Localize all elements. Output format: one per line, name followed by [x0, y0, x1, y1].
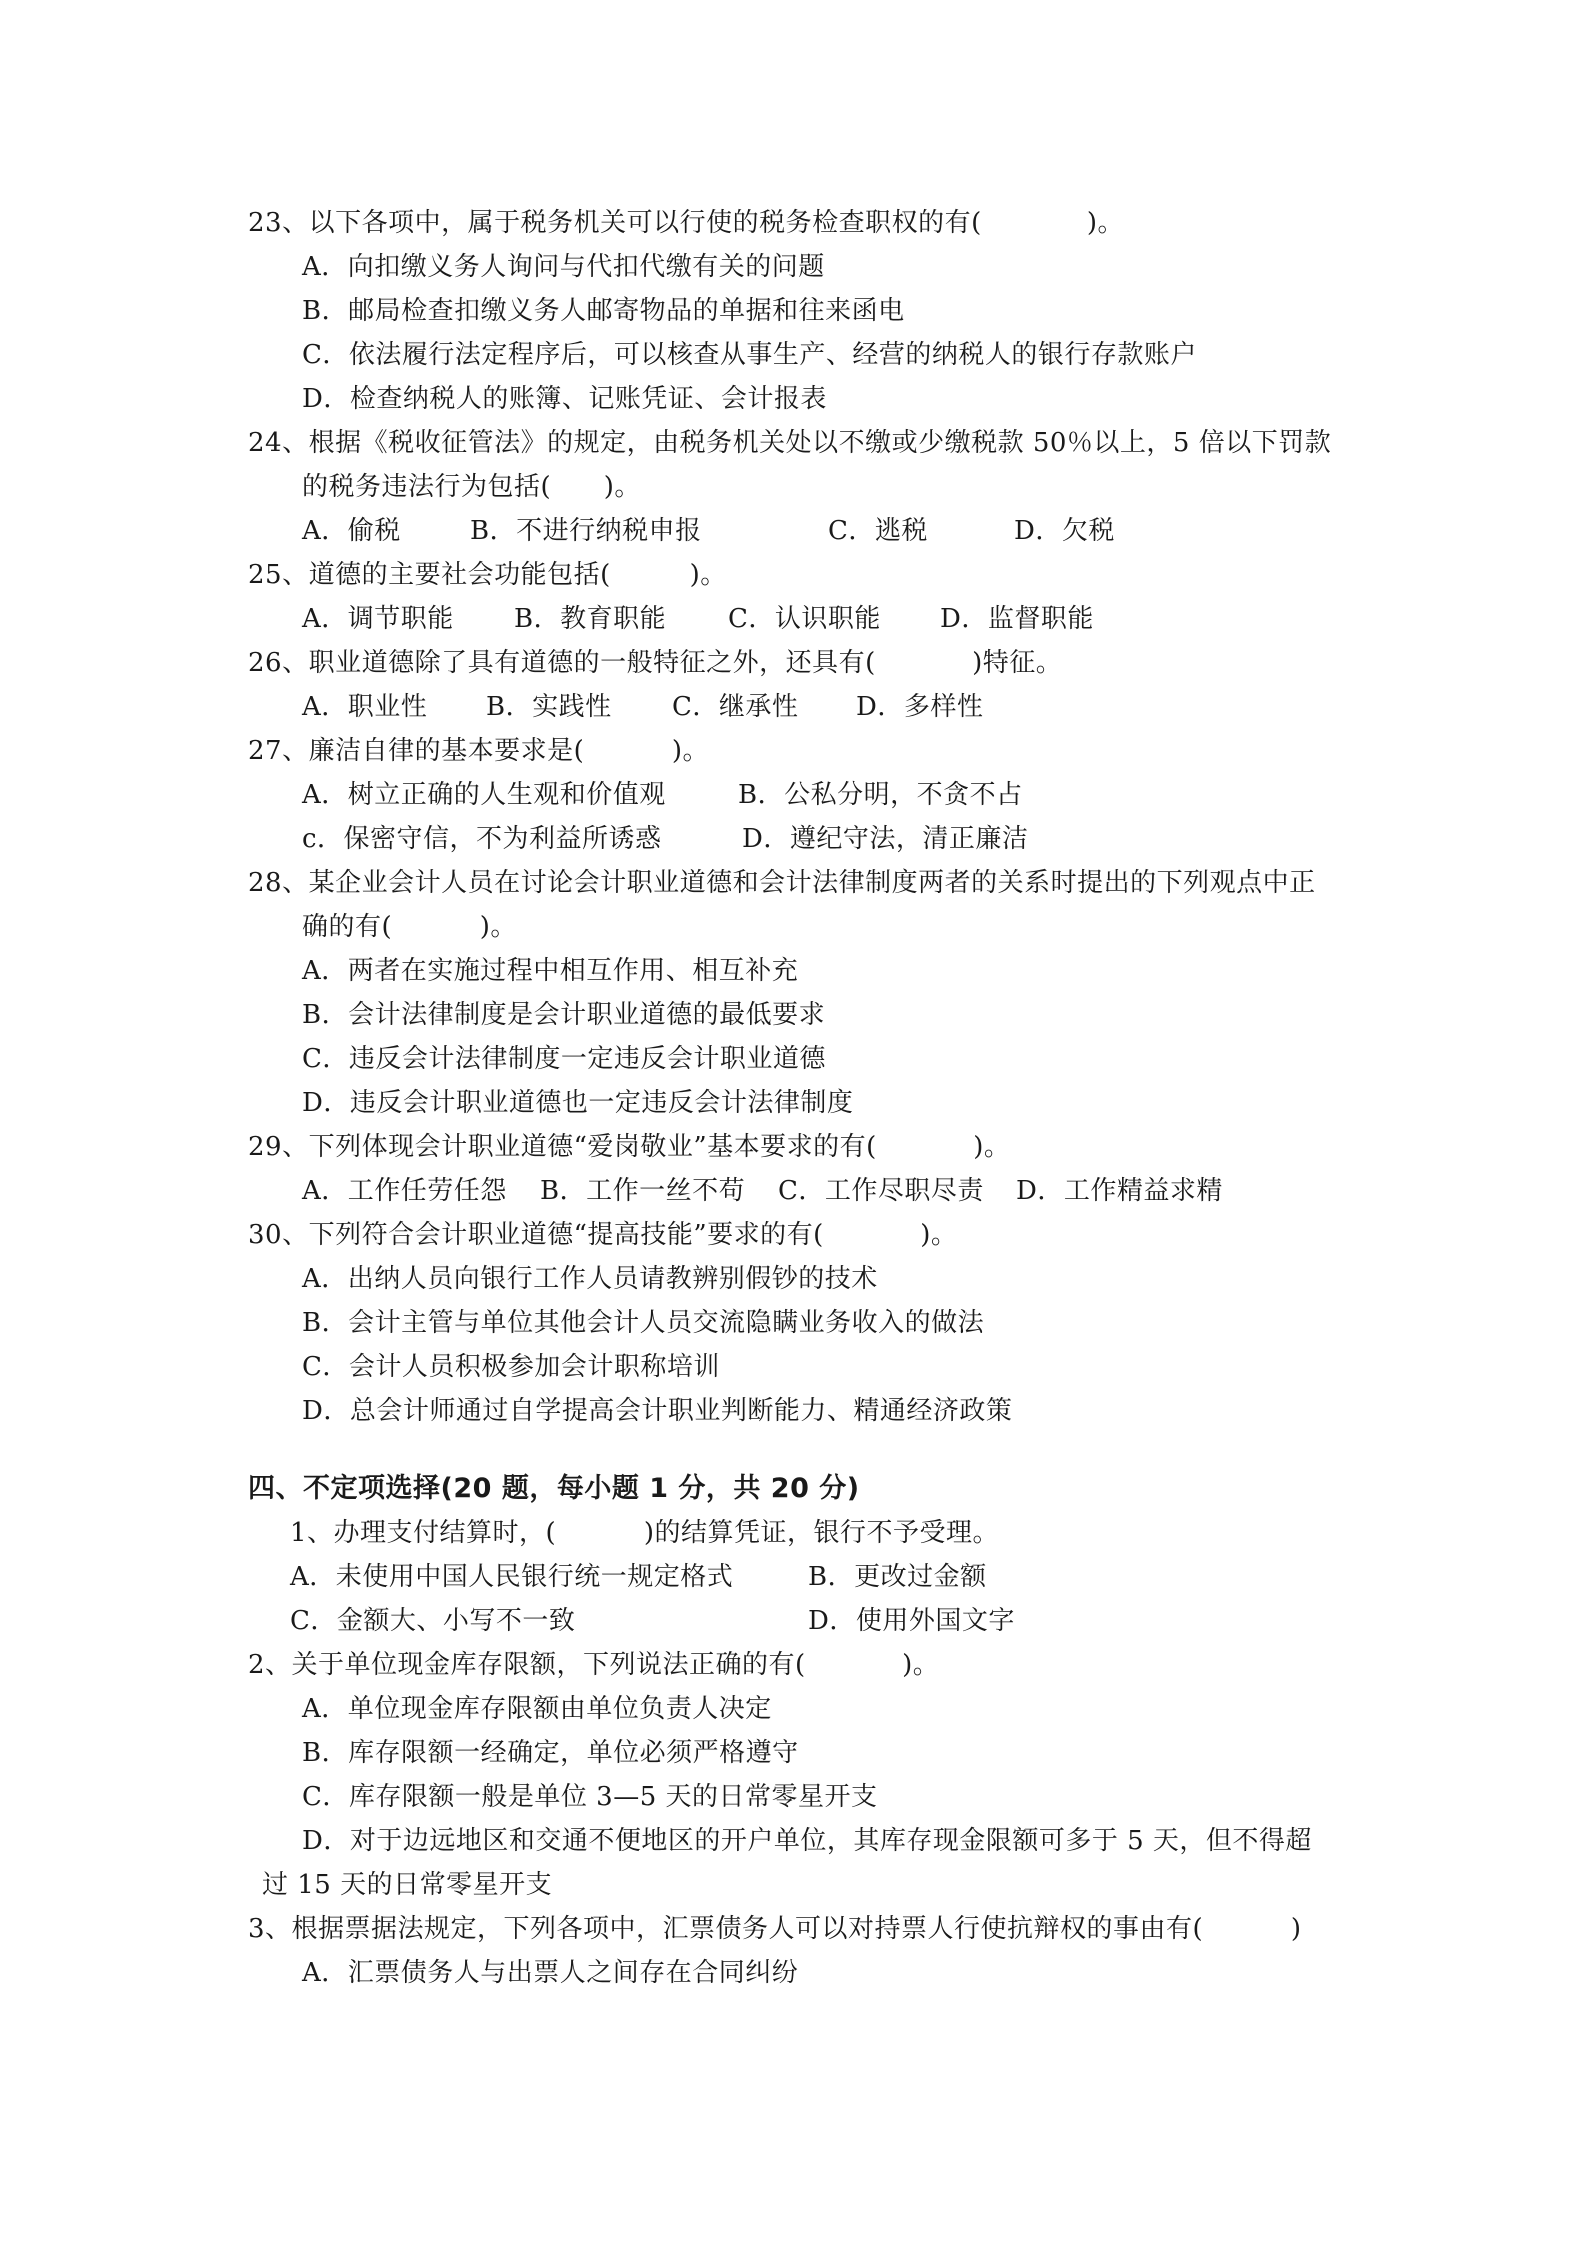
question-25-option-b: B．教育职能 — [514, 604, 667, 634]
question-26-option-a: A．职业性 — [302, 692, 428, 722]
question-29-option-d: D．工作精益求精 — [1016, 1176, 1223, 1206]
section4-question-1-option-b: B．更改过金额 — [808, 1562, 987, 1592]
question-29-option-a: A．工作任劳任怨 — [302, 1176, 507, 1206]
question-30-option-c: C．会计人员积极参加会计职称培训 — [302, 1352, 720, 1382]
section4-question-1-option-d: D．使用外国文字 — [808, 1606, 1015, 1636]
question-29-option-c: C．工作尽职尽责 — [778, 1176, 984, 1206]
question-24-option-c: C．逃税 — [828, 516, 928, 546]
question-24-stem: 24、根据《税收征管法》的规定，由税务机关处以不缴或少缴税款 50％以上，5 倍以下罚款 — [248, 428, 1332, 458]
question-23-stem: 23、以下各项中，属于税务机关可以行使的税务检查职权的有( )。 — [248, 208, 1125, 238]
section4-question-2-option-d-continued: 过 15 天的日常零星开支 — [262, 1870, 553, 1900]
question-23-option-d: D．检查纳税人的账簿、记账凭证、会计报表 — [302, 384, 827, 414]
question-24-stem-continued: 的税务违法行为包括( )。 — [302, 472, 641, 502]
question-27-option-c: c．保密守信，不为利益所诱惑 — [302, 824, 662, 854]
question-25-stem: 25、道德的主要社会功能包括( )。 — [248, 560, 727, 590]
section4-question-1-option-c: C．金额大、小写不一致 — [290, 1606, 576, 1636]
question-24-option-a: A．偷税 — [302, 516, 401, 546]
question-29-stem: 29、下列体现会计职业道德“爱岗敬业”基本要求的有( )。 — [248, 1132, 1011, 1162]
question-30-option-b: B．会计主管与单位其他会计人员交流隐瞒业务收入的做法 — [302, 1308, 985, 1338]
question-29-option-b: B．工作一丝不苟 — [540, 1176, 746, 1206]
question-26-option-c: C．继承性 — [672, 692, 799, 722]
question-26-stem: 26、职业道德除了具有道德的一般特征之外，还具有( )特征。 — [248, 648, 1063, 678]
question-28-option-b: B．会计法律制度是会计职业道德的最低要求 — [302, 1000, 826, 1030]
section4-question-1-stem: 1、办理支付结算时，( )的结算凭证，银行不予受理。 — [290, 1518, 999, 1548]
section4-question-2-option-a: A．单位现金库存限额由单位负责人决定 — [302, 1694, 772, 1724]
question-25-option-a: A．调节职能 — [302, 604, 454, 634]
question-28-option-c: C．违反会计法律制度一定违反会计职业道德 — [302, 1044, 826, 1074]
section4-question-2-stem: 2、关于单位现金库存限额，下列说法正确的有( )。 — [248, 1650, 940, 1680]
section4-question-2-option-b: B．库存限额一经确定，单位必须严格遵守 — [302, 1738, 799, 1768]
question-25-option-d: D．监督职能 — [940, 604, 1094, 634]
question-27-option-a: A．树立正确的人生观和价值观 — [302, 780, 666, 810]
section4-question-2-option-c: C．库存限额一般是单位 3—5 天的日常零星开支 — [302, 1782, 878, 1812]
question-30-option-a: A．出纳人员向银行工作人员请教辨别假钞的技术 — [302, 1264, 878, 1294]
question-27-stem: 27、廉洁自律的基本要求是( )。 — [248, 736, 710, 766]
question-25-option-c: C．认识职能 — [728, 604, 881, 634]
section4-question-3-stem: 3、根据票据法规定，下列各项中，汇票债务人可以对持票人行使抗辩权的事由有( ) — [248, 1914, 1302, 1944]
question-24-option-b: B．不进行纳税申报 — [470, 516, 702, 546]
question-26-option-d: D．多样性 — [856, 692, 984, 722]
question-23-option-c: C．依法履行法定程序后，可以核查从事生产、经营的纳税人的银行存款账户 — [302, 340, 1197, 370]
section4-question-2-option-d: D．对于边远地区和交通不便地区的开户单位，其库存现金限额可多于 5 天，但不得超 — [302, 1826, 1312, 1856]
question-23-option-b: B．邮局检查扣缴义务人邮寄物品的单据和往来函电 — [302, 296, 905, 326]
question-30-option-d: D．总会计师通过自学提高会计职业判断能力、精通经济政策 — [302, 1396, 1013, 1426]
question-23-option-a: A．向扣缴义务人询问与代扣代缴有关的问题 — [302, 252, 825, 282]
question-28-stem: 28、某企业会计人员在讨论会计职业道德和会计法律制度两者的关系时提出的下列观点中正 — [248, 868, 1316, 898]
section-heading: 四、不定项选择(20 题，每小题 1 分，共 20 分) — [248, 1473, 860, 1504]
question-26-option-b: B．实践性 — [486, 692, 612, 722]
section4-question-1-option-a: A．未使用中国人民银行统一规定格式 — [290, 1562, 734, 1592]
section4-question-3-option-a: A．汇票债务人与出票人之间存在合同纠纷 — [302, 1958, 799, 1988]
question-28-option-d: D．违反会计职业道德也一定违反会计法律制度 — [302, 1088, 854, 1118]
question-28-stem-continued: 确的有( )。 — [302, 912, 517, 942]
question-28-option-a: A．两者在实施过程中相互作用、相互补充 — [302, 956, 799, 986]
question-27-option-d: D．遵纪守法，清正廉洁 — [742, 824, 1029, 854]
question-27-option-b: B．公私分明，不贪不占 — [738, 780, 1023, 810]
question-24-option-d: D．欠税 — [1014, 516, 1115, 546]
question-30-stem: 30、下列符合会计职业道德“提高技能”要求的有( )。 — [248, 1220, 958, 1250]
